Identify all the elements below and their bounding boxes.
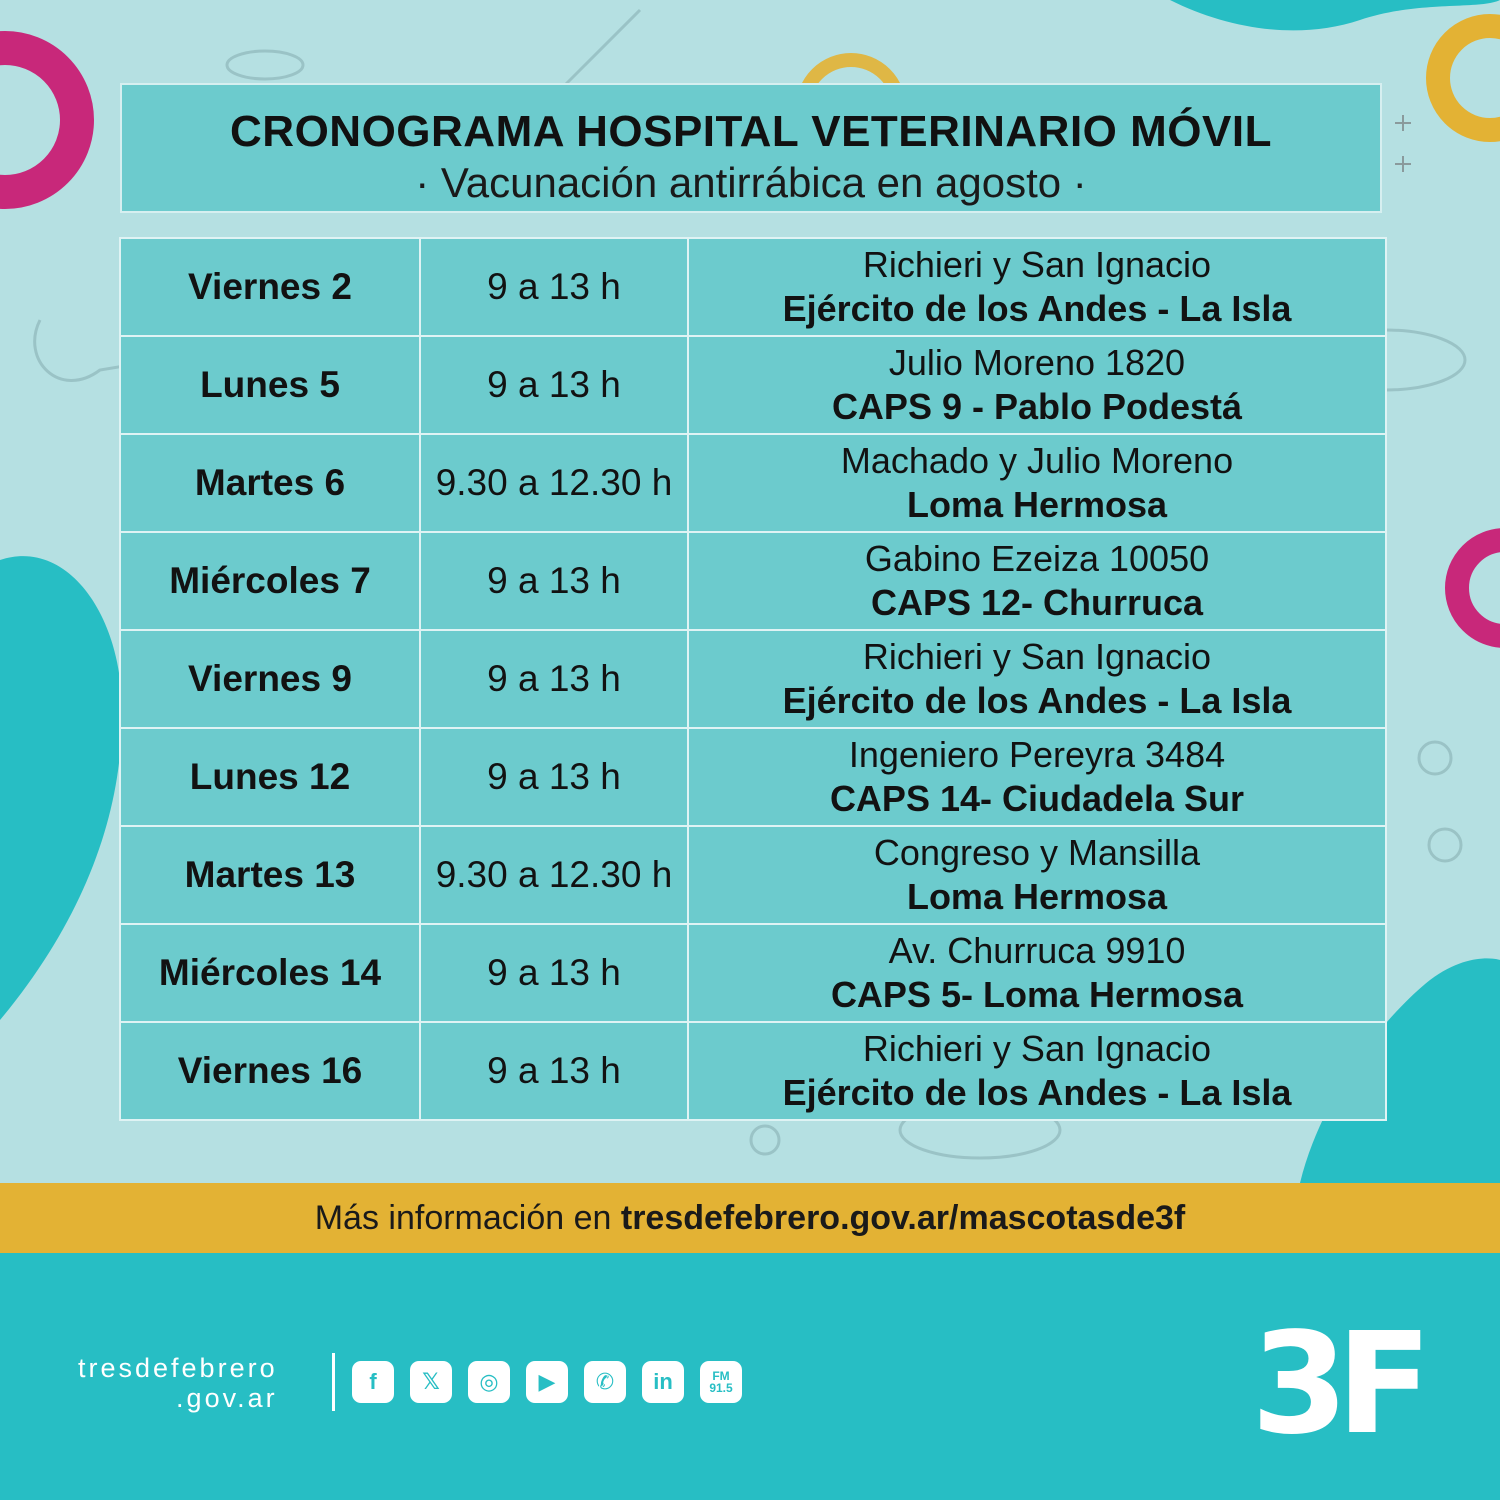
table-row: [120, 728, 1386, 826]
brand-line2: .gov.ar: [176, 1383, 278, 1413]
place-cell: [688, 1022, 1386, 1120]
location-text: CAPS 12- Churruca: [870, 582, 1204, 623]
place-cell: [688, 728, 1386, 826]
facebook-icon[interactable]: f: [352, 1361, 394, 1403]
table-row: [120, 238, 1386, 336]
time-cell: 9 a 13 h: [420, 238, 688, 336]
address-text: Congreso y Mansilla: [873, 832, 1201, 873]
address-text: Richieri y San Ignacio: [862, 1028, 1212, 1069]
youtube-icon[interactable]: ▶: [526, 1361, 568, 1403]
footer: [0, 1253, 1500, 1500]
table-row: [120, 1022, 1386, 1120]
time-cell: 9.30 a 12.30 h: [420, 826, 688, 924]
place-cell: [688, 336, 1386, 434]
linkedin-icon[interactable]: in: [642, 1361, 684, 1403]
table-row: [120, 924, 1386, 1022]
day-cell: Martes 13: [120, 826, 420, 924]
info-link[interactable]: tresdefebrero.gov.ar/mascotasde3f: [620, 1199, 1186, 1237]
day-cell: Martes 6: [120, 434, 420, 532]
place-cell: [688, 532, 1386, 630]
day-cell: Lunes 12: [120, 728, 420, 826]
time-cell: 9 a 13 h: [420, 336, 688, 434]
place-cell: [688, 434, 1386, 532]
brand-wordmark[interactable]: [78, 1353, 278, 1413]
address-text: Richieri y San Ignacio: [862, 244, 1212, 285]
header-box: [120, 83, 1382, 213]
location-text: Ejército de los Andes - La Isla: [782, 680, 1292, 721]
time-cell: 9 a 13 h: [420, 924, 688, 1022]
table-row: [120, 826, 1386, 924]
address-text: Richieri y San Ignacio: [862, 636, 1212, 677]
time-cell: 9 a 13 h: [420, 1022, 688, 1120]
location-text: Ejército de los Andes - La Isla: [782, 288, 1292, 329]
info-prefix: Más información en: [314, 1199, 621, 1237]
place-cell: [688, 924, 1386, 1022]
day-cell: Miércoles 7: [120, 532, 420, 630]
radio-fm-icon[interactable]: [700, 1361, 742, 1403]
x-icon[interactable]: 𝕏: [410, 1361, 452, 1403]
address-text: Machado y Julio Moreno: [840, 440, 1234, 481]
place-cell: [688, 238, 1386, 336]
day-cell: Lunes 5: [120, 336, 420, 434]
fm-label: FM: [712, 1369, 730, 1383]
location-text: Ejército de los Andes - La Isla: [782, 1072, 1292, 1113]
place-cell: [688, 826, 1386, 924]
page-title: CRONOGRAMA HOSPITAL VETERINARIO MÓVIL: [230, 107, 1272, 156]
table-row: [120, 434, 1386, 532]
table-row: [120, 630, 1386, 728]
location-text: Loma Hermosa: [906, 484, 1168, 525]
table-row: [120, 532, 1386, 630]
location-text: CAPS 5- Loma Hermosa: [830, 974, 1244, 1015]
day-cell: Viernes 2: [120, 238, 420, 336]
address-text: Av. Churruca 9910: [888, 930, 1186, 971]
time-cell: 9.30 a 12.30 h: [420, 434, 688, 532]
brand-line1: tresdefebrero: [78, 1353, 278, 1383]
time-cell: 9 a 13 h: [420, 728, 688, 826]
time-cell: 9 a 13 h: [420, 532, 688, 630]
location-text: Loma Hermosa: [906, 876, 1168, 917]
address-text: Ingeniero Pereyra 3484: [848, 734, 1226, 775]
schedule-table: [119, 237, 1387, 1121]
brand-divider: [332, 1353, 335, 1411]
info-bar: [0, 1183, 1500, 1253]
fm-frequency: 91.5: [709, 1381, 733, 1395]
instagram-icon[interactable]: ◎: [468, 1361, 510, 1403]
social-icons: [352, 1361, 742, 1403]
whatsapp-icon[interactable]: ✆: [584, 1361, 626, 1403]
address-text: Gabino Ezeiza 10050: [864, 538, 1210, 579]
address-text: Julio Moreno 1820: [888, 342, 1186, 383]
location-text: CAPS 9 - Pablo Podestá: [831, 386, 1243, 427]
time-cell: 9 a 13 h: [420, 630, 688, 728]
day-cell: Viernes 9: [120, 630, 420, 728]
location-text: CAPS 14- Ciudadela Sur: [829, 778, 1245, 819]
3f-logo: 3F: [1250, 1303, 1420, 1466]
day-cell: Viernes 16: [120, 1022, 420, 1120]
table-row: [120, 336, 1386, 434]
page-subtitle: · Vacunación antirrábica en agosto ·: [415, 159, 1087, 206]
place-cell: [688, 630, 1386, 728]
day-cell: Miércoles 14: [120, 924, 420, 1022]
